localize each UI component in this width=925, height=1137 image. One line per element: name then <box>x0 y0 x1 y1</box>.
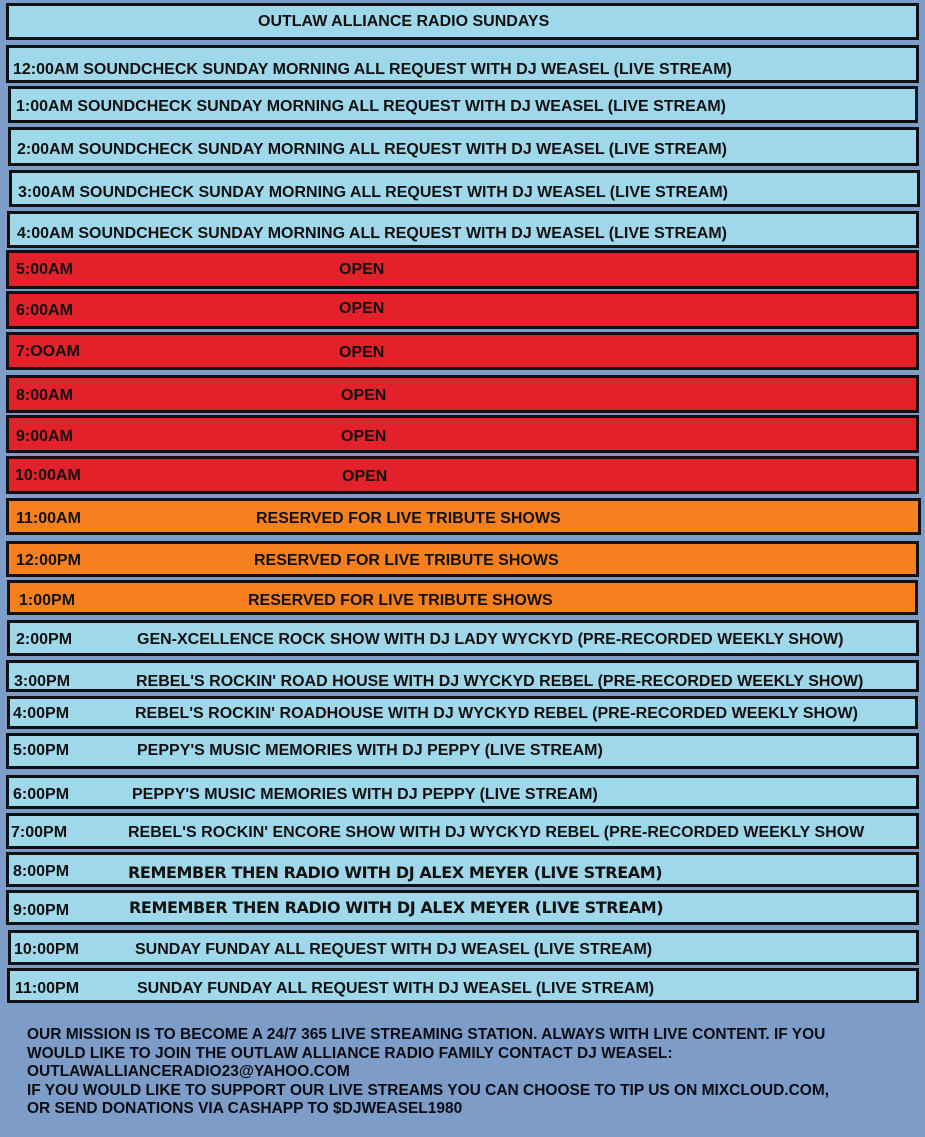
schedule-row-7am <box>6 332 919 370</box>
schedule-row-3pm <box>6 660 919 692</box>
schedule-row-9am <box>6 415 919 453</box>
page-title: OUTLAW ALLIANCE RADIO SUNDAYS <box>258 13 550 30</box>
time-label: 11:00PM <box>15 980 80 997</box>
time-label: 10:00PM <box>14 941 79 958</box>
show-label: PEPPY'S MUSIC MEMORIES WITH DJ PEPPY (LIVE STREAM) <box>137 742 603 759</box>
show-label: SUNDAY FUNDAY ALL REQUEST WITH DJ WEASEL (LIVE STREAM) <box>137 980 655 997</box>
time-label: 4:00PM <box>13 705 70 722</box>
show-label: OPEN <box>341 428 387 445</box>
mission-statement <box>27 1026 907 1119</box>
schedule-row-11am <box>6 498 921 535</box>
time-label: 7:00PM <box>11 824 68 841</box>
show-label: OPEN <box>339 261 385 278</box>
schedule-row-2pm <box>7 620 919 656</box>
show-label: OPEN <box>339 344 385 361</box>
show-label: PEPPY'S MUSIC MEMORIES WITH DJ PEPPY (LIVE STREAM) <box>132 786 598 803</box>
show-label: REBEL'S ROCKIN' ROADHOUSE WITH DJ WYCKYD REBEL (PRE-RECORDED WEEKLY SHOW) <box>135 705 858 722</box>
schedule-row-8pm <box>6 852 919 887</box>
mission-line: WOULD LIKE TO JOIN THE OUTLAW ALLIANCE RADIO FAMILY CONTACT DJ WEASEL: <box>27 1044 673 1062</box>
show-label: REMEMBER THEN RADIO WITH DJ ALEX MEYER (LIVE STREAM) <box>128 863 663 882</box>
show-label: GEN-XCELLENCE ROCK SHOW WITH DJ LADY WYCKYD (PRE-RECORDED WEEKLY SHOW) <box>137 631 844 648</box>
time-label: 12:00PM <box>16 552 81 569</box>
schedule-row-5am <box>6 250 919 289</box>
schedule-row-1pm <box>7 580 918 615</box>
show-label: 3:00AM SOUNDCHECK SUNDAY MORNING ALL REQUEST WITH DJ WEASEL (LIVE STREAM) <box>18 184 728 201</box>
schedule-row-12am <box>6 45 919 83</box>
time-label: 6:00PM <box>13 786 70 803</box>
time-label: 2:00PM <box>16 631 73 648</box>
schedule-title-bar <box>6 3 919 40</box>
show-label: 12:00AM SOUNDCHECK SUNDAY MORNING ALL REQUEST WITH DJ WEASEL (LIVE STREAM) <box>13 61 732 78</box>
schedule-row-4am <box>7 211 919 248</box>
show-label: 1:00AM SOUNDCHECK SUNDAY MORNING ALL REQUEST WITH DJ WEASEL (LIVE STREAM) <box>16 98 726 115</box>
schedule-row-8am <box>6 375 919 413</box>
show-label: OPEN <box>339 300 385 317</box>
time-label: 5:00AM <box>16 261 73 278</box>
schedule-row-6am <box>6 291 919 329</box>
support-line: OR SEND DONATIONS VIA CASHAPP TO $DJWEASEL1980 <box>27 1100 463 1117</box>
schedule-row-1am <box>8 86 918 123</box>
show-label: RESERVED FOR LIVE TRIBUTE SHOWS <box>248 592 553 609</box>
schedule-row-9pm <box>6 890 919 925</box>
time-label: 10:00AM <box>15 467 81 484</box>
show-label: RESERVED FOR LIVE TRIBUTE SHOWS <box>256 510 561 527</box>
time-label: 1:00PM <box>19 592 76 609</box>
mission-line: OUR MISSION IS TO BECOME A 24/7 365 LIVE STREAMING STATION. ALWAYS WITH LIVE CONTENT. IF YOU <box>27 1026 826 1043</box>
time-label: 5:00PM <box>13 742 70 759</box>
schedule-row-2am <box>8 127 919 166</box>
time-label: 9:00AM <box>16 428 73 445</box>
schedule-row-5pm <box>6 733 919 769</box>
schedule-row-7pm <box>6 813 919 849</box>
show-label: OPEN <box>341 387 387 404</box>
show-label: REMEMBER THEN RADIO WITH DJ ALEX MEYER (LIVE STREAM) <box>129 898 664 917</box>
show-label: 2:00AM SOUNDCHECK SUNDAY MORNING ALL REQUEST WITH DJ WEASEL (LIVE STREAM) <box>17 141 727 158</box>
time-label: 9:00PM <box>13 902 70 919</box>
time-label: 8:00AM <box>16 387 73 404</box>
time-label: 11:00AM <box>16 510 81 527</box>
show-label: RESERVED FOR LIVE TRIBUTE SHOWS <box>254 552 559 569</box>
schedule-row-4pm <box>7 696 918 729</box>
time-label: 7:OOAM <box>16 343 80 360</box>
show-label: OPEN <box>342 468 388 485</box>
time-label: 8:00PM <box>13 863 70 880</box>
show-label: SUNDAY FUNDAY ALL REQUEST WITH DJ WEASEL (LIVE STREAM) <box>135 941 653 958</box>
time-label: 3:00PM <box>14 673 71 690</box>
schedule-row-11pm <box>7 968 919 1003</box>
show-label: REBEL'S ROCKIN' ENCORE SHOW WITH DJ WYCKYD REBEL (PRE-RECORDED WEEKLY SHOW <box>128 824 865 841</box>
support-line: IF YOU WOULD LIKE TO SUPPORT OUR LIVE STREAMS YOU CAN CHOOSE TO TIP US ON MIXCLOUD.COM, <box>27 1081 830 1099</box>
schedule-row-10am <box>6 456 919 494</box>
schedule-row-10pm <box>8 930 919 965</box>
schedule-row-12pm <box>6 541 919 577</box>
show-label: 4:00AM SOUNDCHECK SUNDAY MORNING ALL REQUEST WITH DJ WEASEL (LIVE STREAM) <box>17 225 727 242</box>
contact-email: OUTLAWALLIANCERADIO23@YAHOO.COM <box>27 1063 350 1080</box>
show-label: REBEL'S ROCKIN' ROAD HOUSE WITH DJ WYCKYD REBEL (PRE-RECORDED WEEKLY SHOW) <box>136 673 864 690</box>
schedule-row-3am <box>9 170 920 207</box>
schedule-row-6pm <box>6 775 919 809</box>
time-label: 6:00AM <box>16 302 73 319</box>
